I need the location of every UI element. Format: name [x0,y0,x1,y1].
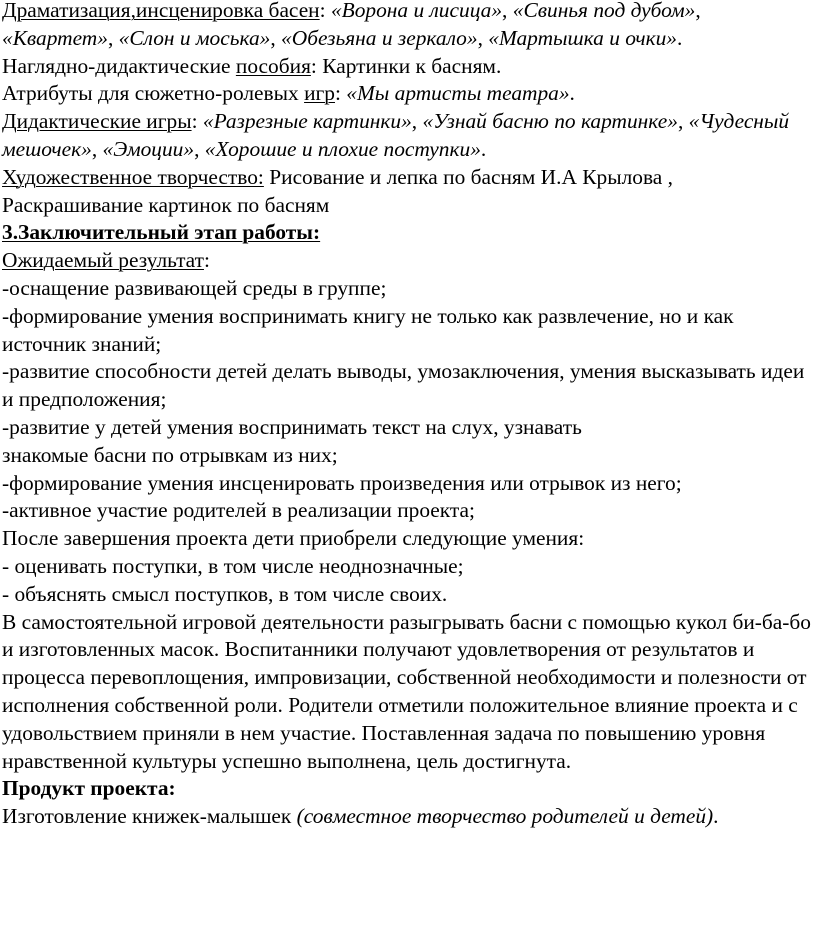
game-title: «Эмоции» [102,136,195,161]
art-label: Художественное творчество: [2,164,264,189]
result-line: После завершения проекта дети приобрели следующие умения: [2,526,585,551]
aids-paragraph [2,53,812,81]
final-stage-heading [2,219,812,247]
aids-link: пособия [235,53,311,78]
expected-colon: : [203,248,210,273]
fable-title: «Слон и моська» [118,25,271,50]
period: . [676,25,683,50]
game-title: «Хорошие и плохие поступки» [204,136,481,161]
comma: , [411,109,423,134]
art-paragraph [2,164,812,220]
didactic-label: Дидактические игры [2,109,192,134]
attributes-paragraph [2,80,812,108]
result-line: -формирование умения инсценировать произведения или отрывок из него; [2,470,682,495]
comma: , [270,25,282,50]
product-text: Изготовление книжек-малышек [2,804,297,829]
dramatization-label: Драматизация,инсценировка басен [2,0,320,22]
game-title: «Чудесный мешочек» [2,109,790,161]
result-line: -развитие способности детей делать выводы, умозаключения, умения высказывать идеи и предположения; [2,359,805,412]
expected-result-heading [2,247,812,275]
aids-prefix: Наглядно-дидактические [2,53,236,78]
attributes-title: «Мы артисты театра» [346,81,570,106]
product-heading [2,775,812,803]
result-line: -активное участие родителей в реализации проекта; [2,498,475,523]
summary-paragraph: В самостоятельной игровой деятельности разыгрывать басни с помощью кукол би-ба-бо и изготовленных масок. Воспитанники получают удовлетворения от результатов и процесса перевоплощения, импровизации, собственной необходимости и полезности от исполнения собственной роли. Родители отметили положительное влияние проекта и с удовольствием приняли в нем участие. Поставленная задача по повышению уровня нравственной культуры успешно выполнена, цель достигнута. [2,609,811,773]
result-line: - оценивать поступки, в том числе неоднозначные; [2,553,464,578]
didactic-paragraph [2,108,812,164]
comma: , [695,0,701,22]
comma: , [477,25,489,50]
comma: , [107,25,119,50]
product-title: Продукт проекта: [2,776,176,801]
game-title: «Узнай басню по картинке» [422,109,678,134]
final-stage-title: 3.Заключительный этап работы: [2,220,321,245]
game-title: «Разрезные картинки» [202,109,412,134]
fable-title: «Ворона и лисица» [330,0,503,22]
attributes-sep: : [334,81,347,106]
fable-title: «Свинья под дубом» [512,0,696,22]
fable-title: «Мартышка и очки» [488,25,677,50]
comma: , [502,0,513,22]
fable-title: «Обезьяна и зеркало» [281,25,478,50]
period: . [713,804,719,829]
fable-title: «Квартет» [2,25,108,50]
didactic-sep: : [191,109,203,134]
result-line: -развитие у детей умения воспринимать текст на слух, узнавать [2,414,582,439]
aids-rest: : Картинки к басням. [310,53,502,78]
comma: , [194,136,205,161]
dramatization-sep: : [319,0,331,22]
comma: , [677,109,689,134]
dramatization-paragraph [2,0,812,53]
period: . [480,136,487,161]
result-line: -формирование умения воспринимать книгу не только как развлечение, но и как источник знаний; [2,303,734,356]
art-text: Рисование и лепка по басням И.А Крылова , Раскрашивание картинок по басням [2,164,673,217]
comma: , [91,136,103,161]
attributes-prefix: Атрибуты для сюжетно-ролевых [2,81,305,106]
expected-label: Ожидаемый результат [2,248,204,273]
period: . [569,81,575,106]
result-line: -оснащение развивающей среды в группе; [2,275,387,300]
product-paragraph [2,803,812,831]
product-note: (совместное творчество родителей и детей) [296,804,714,829]
result-line: знакомые басни по отрывкам из них; [2,442,338,467]
attributes-link: игр [304,81,335,106]
result-line: - объяснять смысл поступков, в том числе своих. [2,581,448,606]
